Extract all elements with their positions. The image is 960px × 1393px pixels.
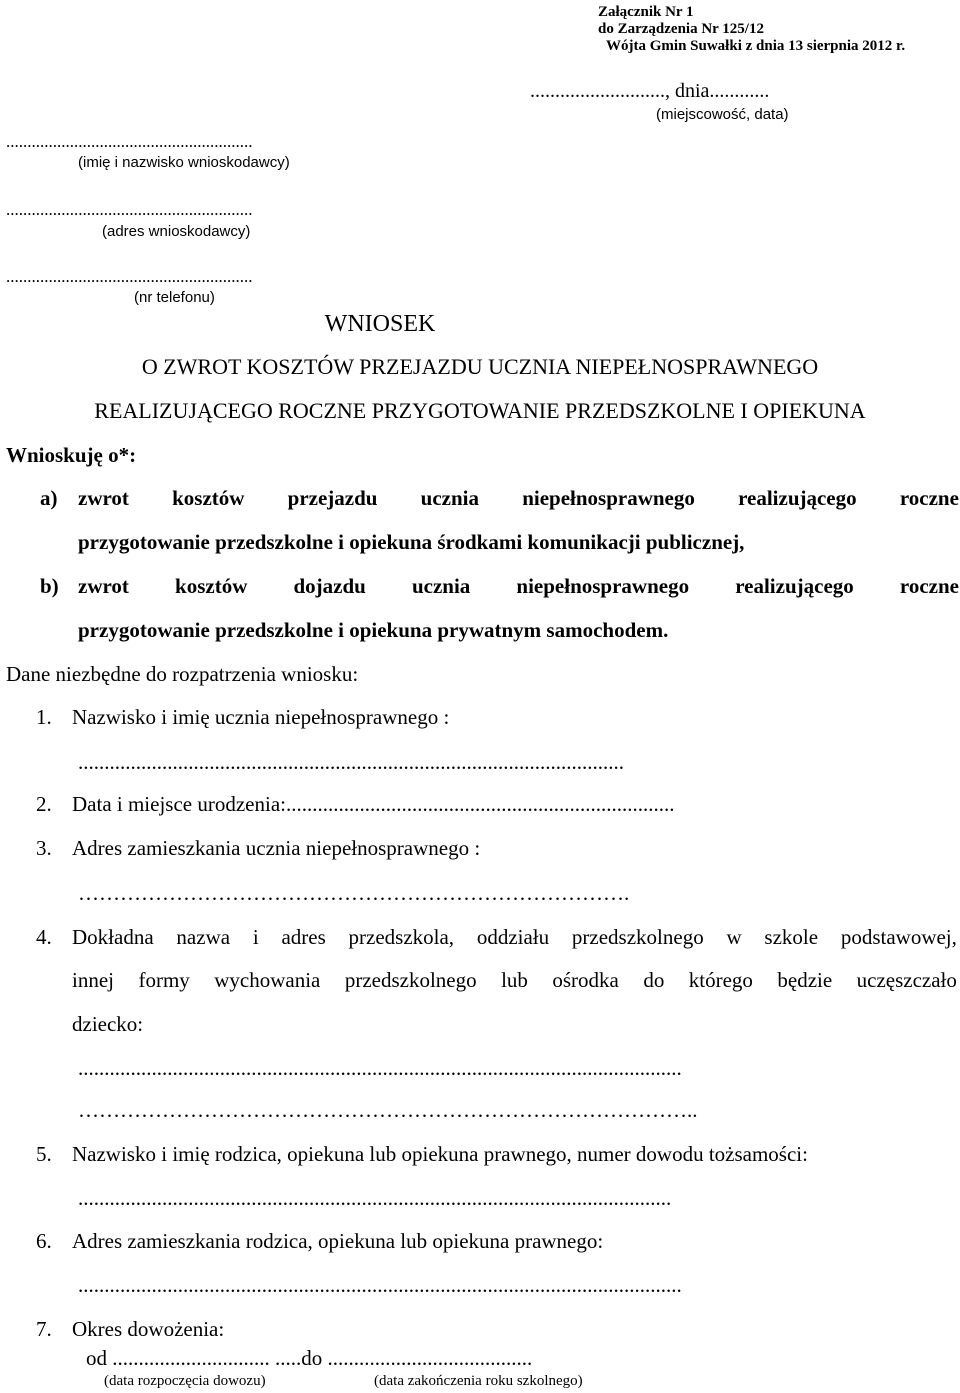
option-b-line-1 xyxy=(78,574,959,599)
place-date-caption: (miejscowość, data) xyxy=(656,106,789,123)
header-line-3: Wójta Gmin Suwałki z dnia 13 sierpnia 2012 r. xyxy=(606,38,906,54)
word: roczne xyxy=(899,574,959,598)
word: nazwa xyxy=(176,925,231,949)
item-7-field: od .............................. .....do ....................................... xyxy=(86,1346,533,1370)
header-line-2: do Zarządzenia Nr 125/12 xyxy=(598,21,764,37)
option-a-line-2: przygotowanie przedszkolne i opiekuna środkami komunikacji publicznej, xyxy=(78,530,745,554)
item-6-label: Adres zamieszkania rodzica, opiekuna lub opiekuna prawnego: xyxy=(72,1229,604,1253)
item-7-caption-start: (data rozpoczęcia dowozu) xyxy=(104,1373,266,1389)
word: przedszkolnego xyxy=(571,925,704,949)
item-2-label: Data i miejsce urodzenia:.......................................................................... xyxy=(72,792,675,816)
item-3-field: ……………………………………………………………………. xyxy=(78,881,630,905)
word: przejazdu xyxy=(287,486,378,510)
item-7-label: Okres dowożenia: xyxy=(72,1317,225,1341)
word: zwrot xyxy=(78,574,129,598)
item-5-number: 5. xyxy=(36,1142,52,1166)
item-6-number: 6. xyxy=(36,1229,52,1253)
word: realizującego xyxy=(738,486,857,510)
item-3-number: 3. xyxy=(36,836,52,860)
word: ośrodka xyxy=(552,968,619,992)
word: kosztów xyxy=(172,486,245,510)
applicant-address-caption: (adres wnioskodawcy) xyxy=(102,223,251,240)
item-4-line-3: dziecko: xyxy=(72,1012,144,1036)
word: przedszkolnego xyxy=(344,968,477,992)
applicant-phone-field: .......................................................... xyxy=(6,267,253,286)
item-5-field: ................................................................................................................. xyxy=(78,1186,672,1210)
item-7-caption-end: (data zakończenia roku szkolnego) xyxy=(374,1373,583,1389)
section-label: Dane niezbędne do rozpatrzenia wniosku: xyxy=(6,662,359,686)
word: dojazdu xyxy=(293,574,366,598)
item-3-label: Adres zamieszkania ucznia niepełnosprawnego : xyxy=(72,836,481,860)
applicant-address-field: .......................................................... xyxy=(6,200,253,219)
item-4-field-1: ................................................................................................................... xyxy=(78,1056,682,1080)
word: przedszkola, xyxy=(348,925,455,949)
option-b-marker: b) xyxy=(40,574,59,598)
applicant-phone-caption: (nr telefonu) xyxy=(134,289,215,306)
header-line-1: Załącznik Nr 1 xyxy=(598,4,694,20)
form-subtitle-2: REALIZUJĄCEGO ROCZNE PRZYGOTOWANIE PRZEDSZKOLNE I OPIEKUNA xyxy=(94,398,866,423)
item-5-label: Nazwisko i imię rodzica, opiekuna lub opiekuna prawnego, numer dowodu tożsamości: xyxy=(72,1142,808,1166)
item-4-line-1 xyxy=(72,925,957,950)
word: oddziału xyxy=(476,925,550,949)
word: do xyxy=(643,968,665,992)
word: uczęszczało xyxy=(856,968,957,992)
word: adres xyxy=(281,925,326,949)
item-1-number: 1. xyxy=(36,705,52,729)
word: innej xyxy=(72,968,114,992)
item-1-field: ........................................................................................................ xyxy=(78,750,624,774)
word: i xyxy=(252,925,259,949)
word: ucznia xyxy=(411,574,471,598)
word: wychowania xyxy=(214,968,321,992)
word: Dokładna xyxy=(72,925,154,949)
word: którego xyxy=(688,968,753,992)
word: w xyxy=(726,925,742,949)
applicant-name-field: .......................................................... xyxy=(6,132,253,151)
word: formy xyxy=(138,968,190,992)
request-label: Wnioskuję o*: xyxy=(6,443,137,467)
applicant-name-caption: (imię i nazwisko wnioskodawcy) xyxy=(78,154,290,171)
word: kosztów xyxy=(175,574,248,598)
word: szkole xyxy=(764,925,819,949)
option-a-marker: a) xyxy=(40,486,58,510)
word: będzie xyxy=(777,968,833,992)
option-a-line-1 xyxy=(78,486,959,511)
item-4-field-2: …………………………………………………………………………….. xyxy=(78,1098,698,1122)
place-date-field: ..........................., dnia............ xyxy=(530,80,770,102)
word: niepełnosprawnego xyxy=(522,486,695,510)
item-4-number: 4. xyxy=(36,925,52,949)
form-title: WNIOSEK xyxy=(324,311,436,337)
word: ucznia xyxy=(420,486,479,510)
item-7-number: 7. xyxy=(36,1317,52,1341)
word: roczne xyxy=(899,486,959,510)
word: realizującego xyxy=(735,574,854,598)
item-6-field: ................................................................................................................... xyxy=(78,1273,682,1297)
word: lub xyxy=(501,968,528,992)
word: podstawowej, xyxy=(840,925,957,949)
item-4-line-2 xyxy=(72,968,957,993)
item-2-number: 2. xyxy=(36,792,52,816)
option-b-line-2: przygotowanie przedszkolne i opiekuna prywatnym samochodem. xyxy=(78,618,669,642)
word: niepełnosprawnego xyxy=(516,574,690,598)
form-subtitle-1: O ZWROT KOSZTÓW PRZEJAZDU UCZNIA NIEPEŁNOSPRAWNEGO xyxy=(141,354,819,379)
item-1-label: Nazwisko i imię ucznia niepełnosprawnego : xyxy=(72,705,450,729)
word: zwrot xyxy=(78,486,129,510)
